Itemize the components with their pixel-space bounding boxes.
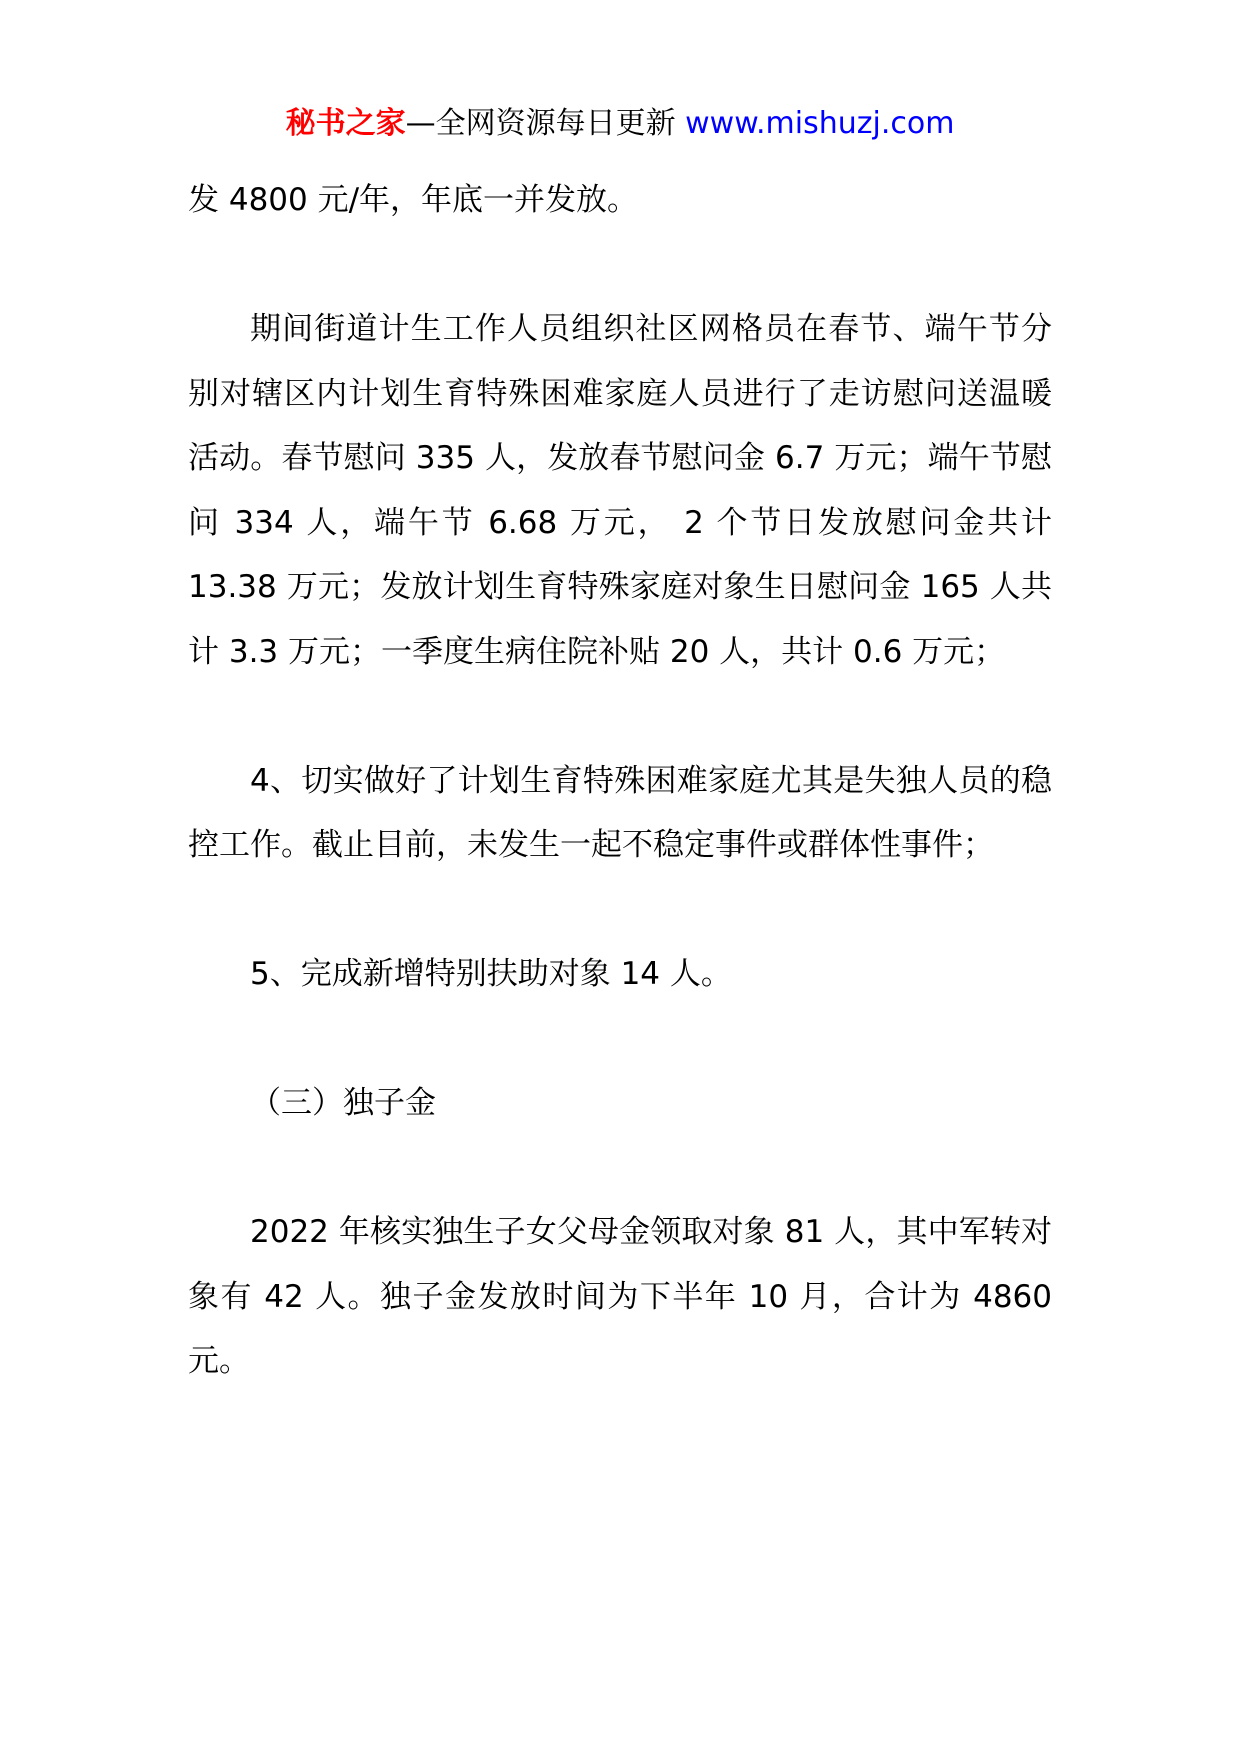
paragraph-spacer: [188, 684, 1052, 749]
page-header: [0, 102, 1240, 146]
section-heading: （三）独子金: [250, 1085, 436, 1121]
paragraph-spacer: [188, 878, 1052, 943]
paragraph-spacer: [188, 1007, 1052, 1072]
paragraph-item-4: 4、切实做好了计划生育特殊困难家庭尤其是失独人员的稳控工作。截止目前，未发生一起不稳定事件或群体性事件；: [188, 762, 1052, 863]
paragraph-spacer: [188, 1136, 1052, 1201]
paragraph-visits: 期间街道计生工作人员组织社区网格员在春节、端午节分别对辖区内计划生育特殊困难家庭人员进行了走访慰问送温暖活动。春节慰问 335 人，发放春节慰问金 6.7 万元；端午节慰问 334 人，端午节 6.68 万元， 2 个节日发放慰问金共计 13.38 万元；发放计划生育特殊家庭对象生日慰问金 165 人共计 3.3 万元；一季度生病住院补贴 20 人，共计 0.6 万元；: [188, 311, 1052, 670]
paragraph-continuation: 发 4800 元/年，年底一并发放。: [188, 182, 639, 218]
header-url-link[interactable]: www.mishuzj.com: [685, 106, 955, 141]
paragraph-item-5: 5、完成新增特别扶助对象 14 人。: [250, 956, 732, 992]
header-tagline: —全网资源每日更新: [405, 106, 676, 141]
paragraph-spacer: [188, 233, 1052, 298]
paragraph-only-child-fund: 2022 年核实独生子女父母金领取对象 81 人，其中军转对象有 42 人。独子金发放时间为下半年 10 月，合计为 4860 元。: [188, 1214, 1052, 1379]
document-body: [188, 168, 1052, 1394]
brand-name: 秘书之家: [285, 106, 406, 141]
